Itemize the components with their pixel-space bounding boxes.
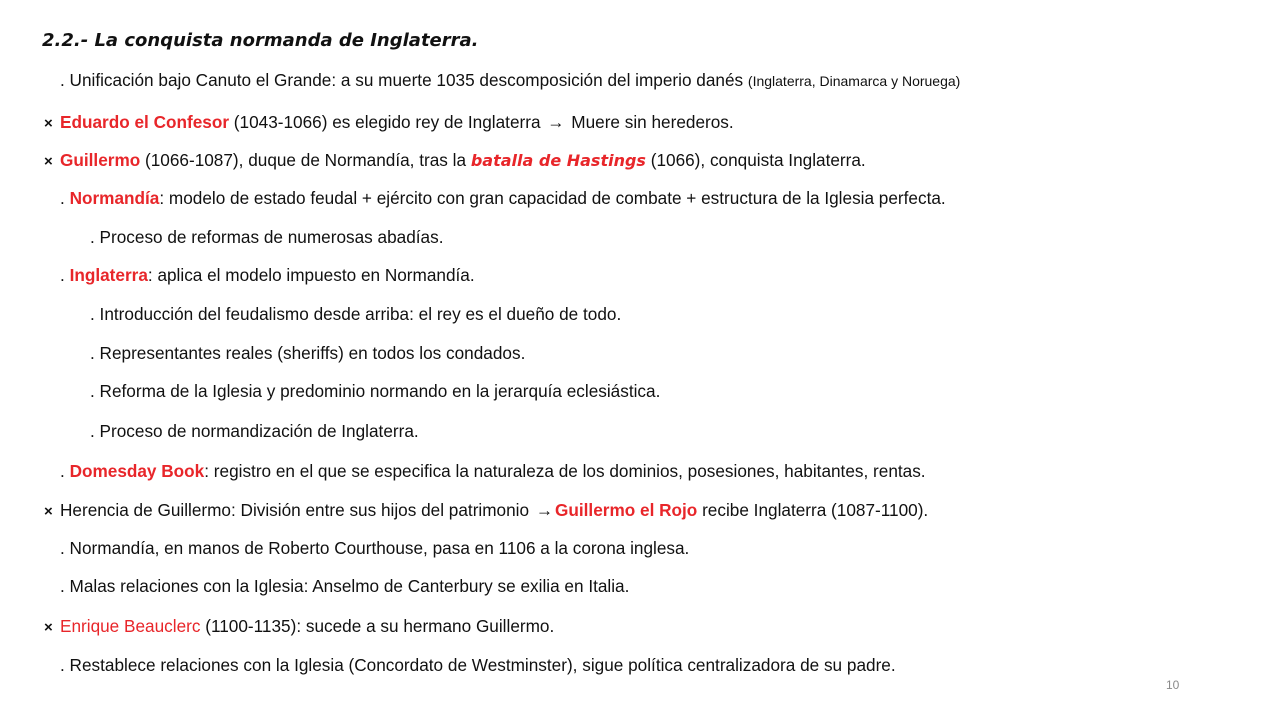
x-bullet-icon: × xyxy=(44,619,53,636)
line-text: (1100-1135): sucede a su hermano Guillermo. xyxy=(200,616,555,636)
line-prefix: . xyxy=(60,265,70,285)
line-prefix: . xyxy=(60,461,70,481)
highlight-text: Eduardo el Confesor xyxy=(60,112,230,132)
line-abadias: . Proceso de reformas de numerosas abadías. xyxy=(90,227,444,247)
arrow-icon: → xyxy=(535,500,554,520)
line-text: : aplica el modelo impuesto en Normandía. xyxy=(147,265,475,285)
line-anselmo: . Malas relaciones con la Iglesia: Anselmo de Canterbury se exilia en Italia. xyxy=(60,576,630,596)
line-text: (1066), conquista Inglaterra. xyxy=(645,150,866,170)
line-text: : registro en el que se especifica la naturaleza de los dominios, posesiones, habitantes, rentas. xyxy=(204,461,926,481)
line-text: recibe Inglaterra (1087-1100). xyxy=(697,500,929,520)
line-roberto: . Normandía, en manos de Roberto Courthouse, pasa en 1106 a la corona inglesa. xyxy=(60,538,690,558)
line-inglaterra xyxy=(60,264,475,286)
line-text: Herencia de Guillermo: División entre sus hijos del patrimonio xyxy=(60,500,534,520)
line-text: (1043-1066) es elegido rey de Inglaterra xyxy=(229,112,546,132)
highlight-text: batalla de Hastings xyxy=(470,151,646,170)
x-bullet-icon: × xyxy=(44,115,53,132)
line-domesday xyxy=(60,460,926,482)
highlight-text: Domesday Book xyxy=(69,461,205,481)
line-small-text: (Inglaterra, Dinamarca y Noruega) xyxy=(747,73,961,89)
line-iglesia: . Reforma de la Iglesia y predominio normando en la jerarquía eclesiástica. xyxy=(90,381,661,401)
arrow-icon: → xyxy=(547,112,565,132)
bullet-enrique xyxy=(44,615,554,639)
bullet-herencia xyxy=(44,499,928,523)
x-bullet-icon: × xyxy=(44,503,53,520)
highlight-text: Guillermo el Rojo xyxy=(555,500,698,520)
bullet-eduardo xyxy=(44,111,734,135)
line-text: Muere sin herederos. xyxy=(566,112,734,132)
highlight-text: Guillermo xyxy=(60,150,141,170)
line-sheriffs: . Representantes reales (sheriffs) en todos los condados. xyxy=(90,343,526,363)
highlight-text: Enrique Beauclerc xyxy=(60,616,201,636)
line-canuto xyxy=(60,69,960,92)
line-prefix: . xyxy=(60,188,70,208)
bullet-guillermo xyxy=(44,149,866,173)
page-number: 10 xyxy=(1166,678,1180,692)
line-feudalismo: . Introducción del feudalismo desde arriba: el rey es el dueño de todo. xyxy=(90,304,622,324)
highlight-text: Normandía xyxy=(69,188,160,208)
line-text: : modelo de estado feudal + ejército con gran capacidad de combate + estructura de la Iglesia perfecta. xyxy=(159,188,946,208)
highlight-text: Inglaterra xyxy=(69,265,148,285)
line-normandizacion: . Proceso de normandización de Inglaterra. xyxy=(90,421,419,441)
line-text: (1066-1087), duque de Normandía, tras la xyxy=(140,150,471,170)
line-text: . Unificación bajo Canuto el Grande: a su muerte 1035 descomposición del imperio danés xyxy=(60,70,748,90)
line-normandia xyxy=(60,187,946,209)
slide-title: 2.2.- La conquista normanda de Inglaterra. xyxy=(42,30,479,51)
x-bullet-icon: × xyxy=(44,153,53,170)
line-concordato: . Restablece relaciones con la Iglesia (Concordato de Westminster), sigue política centralizadora de su padre. xyxy=(60,655,896,675)
